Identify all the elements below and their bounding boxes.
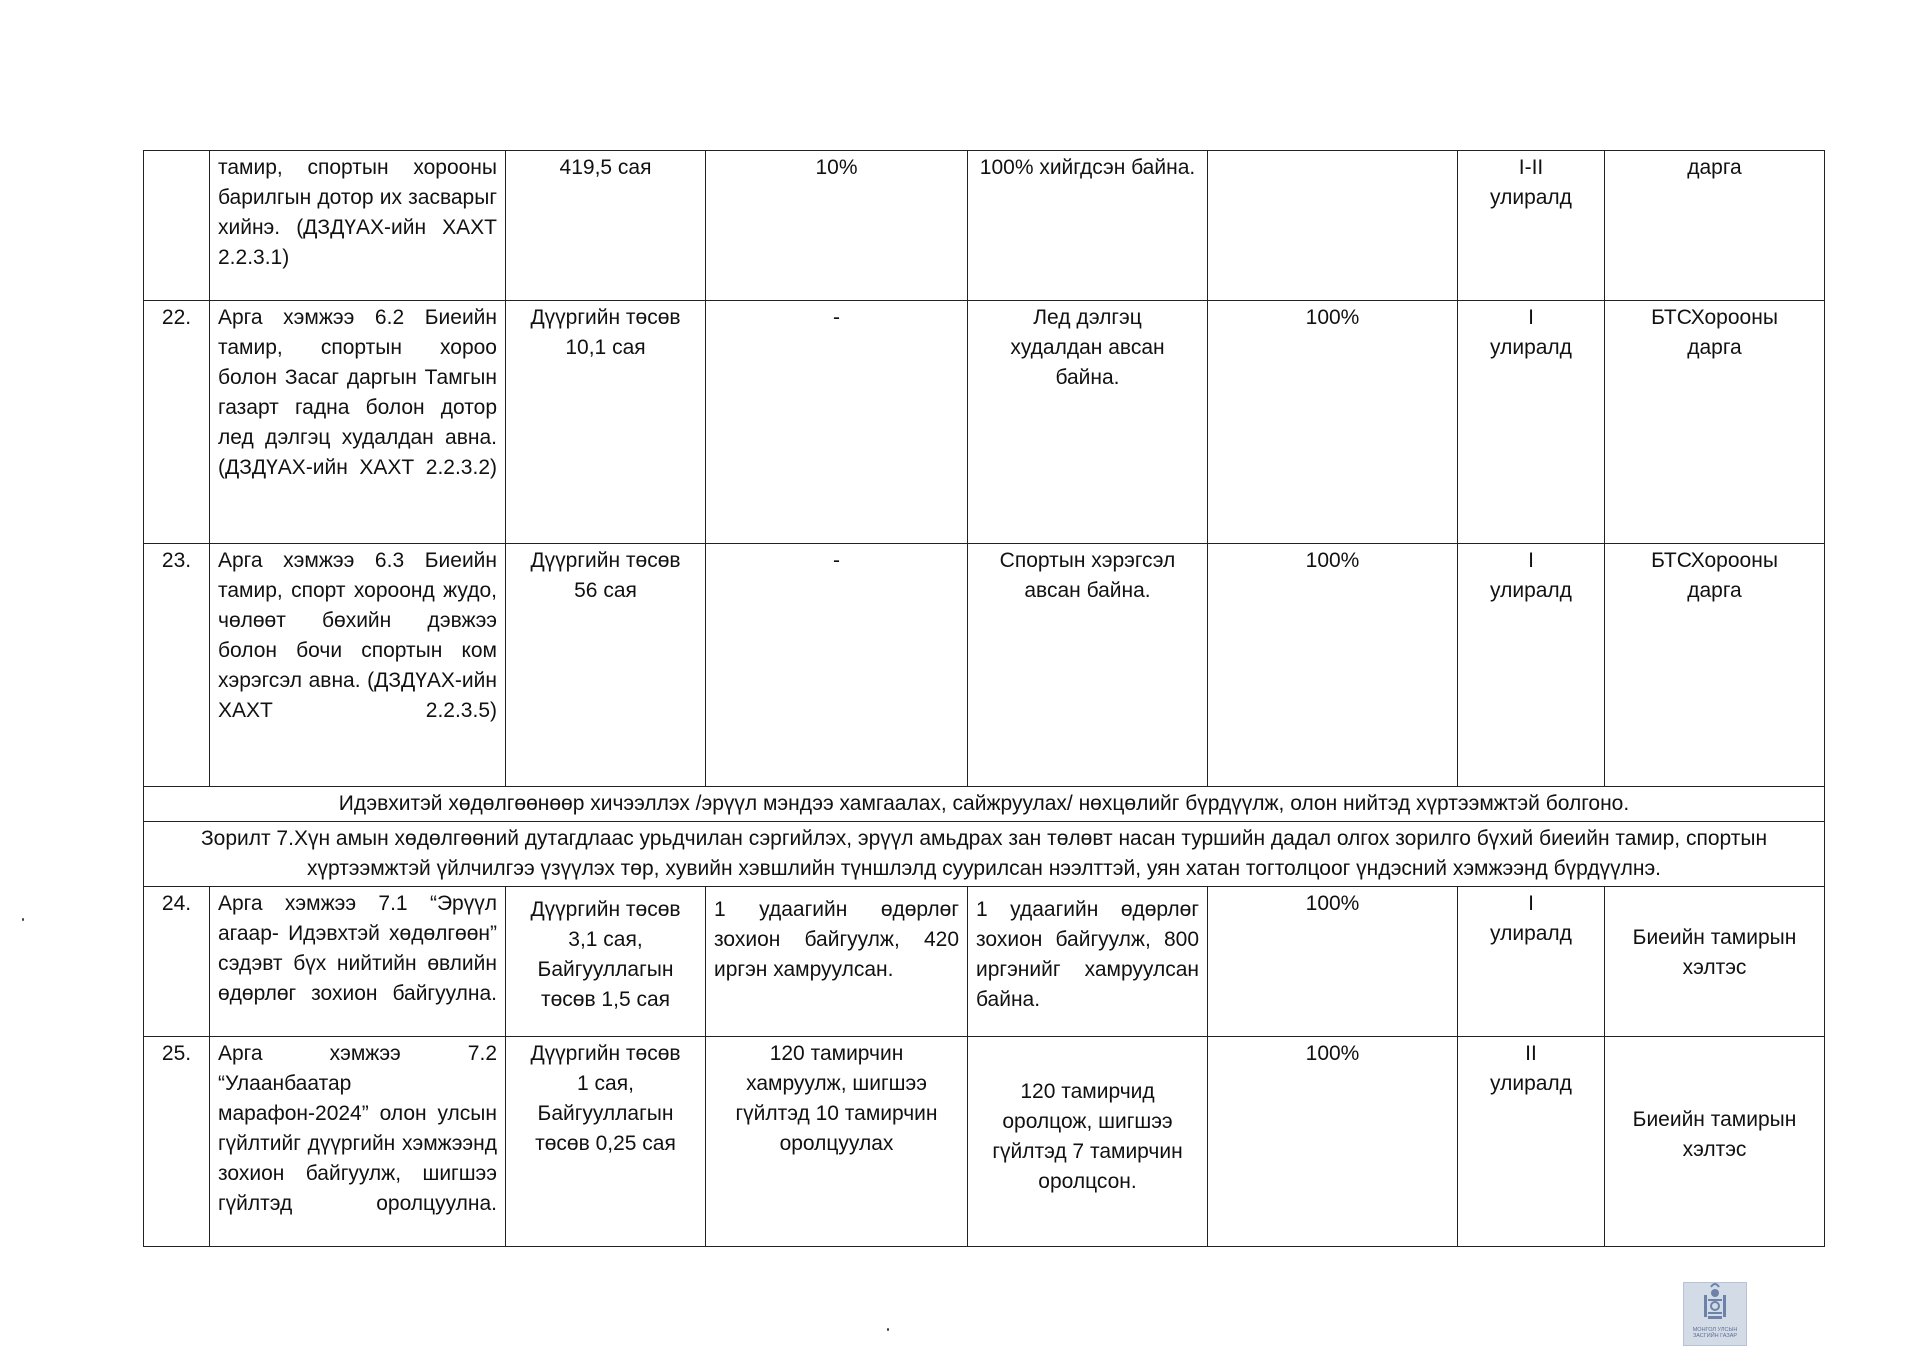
percent-cell: 100% — [1208, 1037, 1458, 1247]
activity-cell: тамир, спортын хорооны барилгын дотор их засварыг хийнэ. (ДЗДҮАХ-ийн ХАХТ 2.2.3.1) — [210, 151, 506, 301]
seal-line-1: МОНГОЛ УЛСЫН — [1692, 1327, 1738, 1333]
responsible-cell: дарга — [1605, 151, 1825, 301]
target-cell: - — [706, 544, 968, 787]
result-cell: 100% хийгдсэн байна. — [968, 151, 1208, 301]
activity-cell: Арга хэмжээ 7.1 “Эрүүл агаар- Идэвхтэй хөдөлгөөн” сэдэвт бүх нийтийн өвлийн өдөрлөг зохион байгуулна. — [210, 887, 506, 1037]
row-number: 22. — [144, 301, 210, 544]
result-cell: Спортын хэрэгсэл авсан байна. — [968, 544, 1208, 787]
budget-cell: 419,5 сая — [506, 151, 706, 301]
result-cell: 1 удаагийн өдөрлөг зохион байгуулж, 800 иргэнийг хамруулсан байна. — [968, 887, 1208, 1037]
budget-cell: Дүүргийн төсөв 56 сая — [506, 544, 706, 787]
percent-cell: 100% — [1208, 887, 1458, 1037]
period-cell: I улиралд — [1458, 887, 1605, 1037]
percent-cell: 100% — [1208, 544, 1458, 787]
table-row — [144, 301, 1825, 544]
period-cell: I улиралд — [1458, 301, 1605, 544]
row-number: 25. — [144, 1037, 210, 1247]
budget-cell: Дүүргийн төсөв 10,1 сая — [506, 301, 706, 544]
percent-cell: 100% — [1208, 301, 1458, 544]
activity-cell: Арга хэмжээ 7.2 “Улаанбаатар марафон-2024” олон улсын гүйлтийг дүүргийн хэмжээнд зохион байгуулж, шигшээ гүйлтэд оролцуулна. — [210, 1037, 506, 1247]
activity-cell: Арга хэмжээ 6.2 Биеийн тамир, спортын хороо болон Засаг даргын Тамгын газарт гадна болон дотор лед дэлгэц худалдан авна. (ДЗДҮАХ-ийн ХАХТ 2.2.3.2) — [210, 301, 506, 544]
responsible-cell: Биеийн тамирын хэлтэс — [1605, 887, 1825, 1037]
row-number: 24. — [144, 887, 210, 1037]
responsible-cell: БТСХорооны дарга — [1605, 301, 1825, 544]
objective-row — [144, 822, 1825, 887]
objective-heading: Зорилт 7.Хүн амын хөдөлгөөний дутагдлаас урьдчилан сэргийлэх, эрүүл амьдрах зан төлөвт насан туршийн дадал олгох зорилго бүхий биеийн тамир, спортын хүртээмжтэй үйлчилгээ үзүүлэх төр, хувийн хэвшлийн түншлэлд суурилсан нээлттэй, уян хатан тогтолцоог үндэсний хэмжээнд бүрдүүлнэ. — [144, 822, 1825, 887]
target-cell: - — [706, 301, 968, 544]
section-heading: Идэвхитэй хөдөлгөөнөөр хичээллэх /эрүүл мэндээ хамгаалах, сайжруулах/ нөхцөлийг бүрдүүлж, олон нийтэд хүртээмжтэй болгоно. — [144, 787, 1825, 822]
scan-speck — [22, 918, 24, 921]
table-row — [144, 887, 1825, 1037]
row-number — [144, 151, 210, 301]
budget-cell: Дүүргийн төсөв 1 сая, Байгууллагын төсөв 0,25 сая — [506, 1037, 706, 1247]
section-heading-row — [144, 787, 1825, 822]
table-row — [144, 151, 1825, 301]
period-cell: I улиралд — [1458, 544, 1605, 787]
period-cell: I-II улиралд — [1458, 151, 1605, 301]
responsible-cell: Биеийн тамирын хэлтэс — [1605, 1037, 1825, 1247]
target-cell: 120 тамирчин хамруулж, шигшээ гүйлтэд 10 тамирчин оролцуулах — [706, 1037, 968, 1247]
scan-speck — [887, 1328, 889, 1331]
activity-cell: Арга хэмжээ 6.3 Биеийн тамир, спорт хороонд жудо, чөлөөт бөхийн дэвжээ болон бочи спортын ком хэрэгсэл авна. (ДЗДҮАХ-ийн ХАХТ 2.2.3.5) — [210, 544, 506, 787]
table-row — [144, 1037, 1825, 1247]
target-cell: 10% — [706, 151, 968, 301]
row-number: 23. — [144, 544, 210, 787]
period-cell: II улиралд — [1458, 1037, 1605, 1247]
result-cell: Лед дэлгэц худалдан авсан байна. — [968, 301, 1208, 544]
percent-cell — [1208, 151, 1458, 301]
soyombo-emblem-icon — [1684, 1283, 1746, 1327]
target-cell: 1 удаагийн өдөрлөг зохион байгуулж, 420 иргэн хамруулсан. — [706, 887, 968, 1037]
seal-caption — [1684, 1327, 1746, 1339]
result-cell: 120 тамирчид оролцож, шигшээ гүйлтэд 7 тамирчин оролцсон. — [968, 1037, 1208, 1247]
table-row — [144, 544, 1825, 787]
budget-cell: Дүүргийн төсөв 3,1 сая, Байгууллагын төсөв 1,5 сая — [506, 887, 706, 1037]
seal-line-2: ЗАСГИЙН ГАЗАР — [1692, 1333, 1738, 1339]
government-seal — [1683, 1282, 1747, 1346]
responsible-cell: БТСХорооны дарга — [1605, 544, 1825, 787]
action-plan-table — [143, 150, 1825, 1247]
